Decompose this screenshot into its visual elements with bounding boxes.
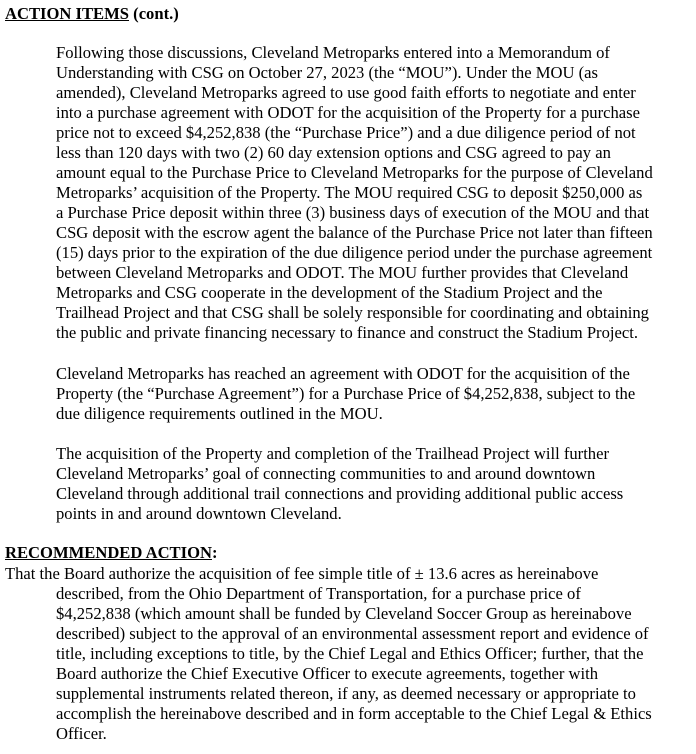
text-line: Cleveland through additional trail connections and providing additional public access (56, 484, 624, 503)
text-line: a Purchase Price deposit within three (3) business days of execution of the MOU and that (56, 203, 650, 222)
text-line: Cleveland Metroparks has reached an agreement with ODOT for the acquisition of the (56, 364, 630, 383)
text-line: the public and private financing necessary to finance and construct the Stadium Project. (56, 323, 638, 342)
text-line: Property (the “Purchase Agreement”) for a Purchase Price of $4,252,838, subject to the (56, 384, 636, 403)
text-line: into a purchase agreement with ODOT for the acquisition of the Property for a purchase (56, 103, 640, 122)
text-line: The acquisition of the Property and completion of the Trailhead Project will further (56, 444, 609, 463)
text-line: Understanding with CSG on October 27, 2023 (the “MOU”). Under the MOU (as (56, 63, 598, 82)
recommended-action-title: RECOMMENDED ACTION (5, 543, 212, 562)
text-line: Officer. (56, 724, 107, 743)
text-line: (15) days prior to the expiration of the due diligence period under the purchase agreement (56, 243, 653, 262)
section-heading-suffix: (cont.) (129, 4, 179, 23)
recommended-action-suffix: : (211, 543, 218, 562)
text-line: Board authorize the Chief Executive Officer to execute agreements, together with (56, 664, 598, 683)
text-line: less than 120 days with two (2) 60 day extension options and CSG agreed to pay an (56, 143, 611, 162)
section-heading (5, 4, 179, 24)
paragraph-purchase-agreement (56, 364, 690, 424)
recommended-action-text (5, 564, 691, 744)
text-line: accomplish the hereinabove described and in form acceptable to the Chief Legal & Ethics (56, 704, 652, 723)
text-line: Following those discussions, Cleveland Metroparks entered into a Memorandum of (56, 43, 610, 62)
text-line: supplemental instruments related thereon, if any, as deemed necessary or appropriate to (56, 684, 636, 703)
paragraph-trailhead-goal (56, 444, 690, 524)
text-line: described, from the Ohio Department of Transportation, for a purchase price of (56, 584, 581, 603)
text-line: amount equal to the Purchase Price to Cleveland Metroparks for the purpose of Cleveland (56, 163, 653, 182)
text-line: price not to exceed $4,252,838 (the “Purchase Price”) and a due diligence period of not (56, 123, 636, 142)
recommended-action-heading (5, 543, 218, 563)
text-line: $4,252,838 (which amount shall be funded by Cleveland Soccer Group as hereinabove (56, 604, 632, 623)
text-line: Cleveland Metroparks’ goal of connecting communities to and around downtown (56, 464, 596, 483)
paragraph-mou (56, 43, 690, 343)
section-heading-title: ACTION ITEMS (5, 4, 130, 23)
text-line: CSG deposit with the escrow agent the balance of the Purchase Price not later than fifteen (56, 223, 653, 242)
text-line: Trailhead Project and that CSG shall be solely responsible for coordinating and obtaining (56, 303, 649, 322)
text-line: That the Board authorize the acquisition of fee simple title of ± 13.6 acres as hereinabove (5, 564, 599, 583)
text-line: between Cleveland Metroparks and ODOT. The MOU further provides that Cleveland (56, 263, 629, 282)
text-line: points in and around downtown Cleveland. (56, 504, 342, 523)
text-line: described) subject to the approval of an environmental assessment report and evidence of (56, 624, 649, 643)
text-line: title, including exceptions to title, by the Chief Legal and Ethics Officer; further, that the (56, 644, 644, 663)
text-line: due diligence requirements outlined in the MOU. (56, 404, 383, 423)
text-line: Metroparks’ acquisition of the Property. The MOU required CSG to deposit $250,000 as (56, 183, 643, 202)
text-line: Metroparks and CSG cooperate in the development of the Stadium Project and the (56, 283, 603, 302)
text-line: amended), Cleveland Metroparks agreed to use good faith efforts to negotiate and enter (56, 83, 636, 102)
